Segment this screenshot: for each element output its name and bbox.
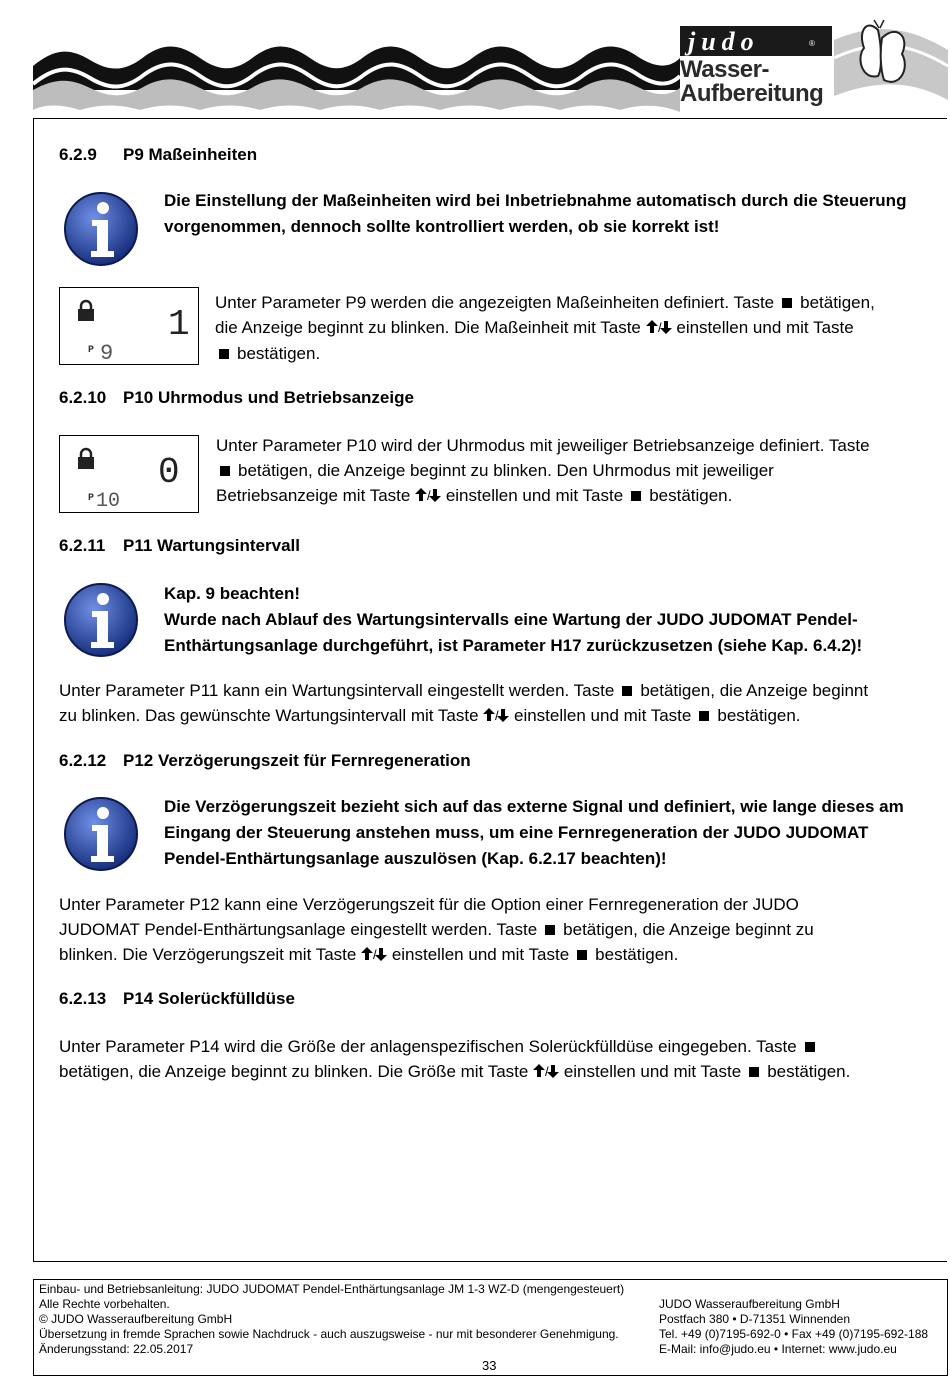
page-footer [33,1279,948,1376]
lcd-display [59,287,199,365]
body-paragraph: Unter Parameter P9 werden die angezeigten Maßeinheiten definiert. Taste betätigen, die Anzeige beginnt zu blinken. Die Maßeinheit mit Taste / einstellen und mit Taste bestätigen. [215,293,875,363]
logo-wordmark: judo [688,27,760,56]
info-icon [63,796,139,872]
lcd-value: 1 [168,304,190,345]
svg-text:/: / [373,947,377,961]
set-key-icon [699,711,709,721]
set-key-icon [805,1042,815,1052]
butterfly-icon [852,18,912,98]
info-note: Die Verzögerungszeit bezieht sich auf das externe Signal und definiert, wie lange dieses am Eingang der Steuerung anstehen muss, um eine Fernregeneration der JUDO JUDOMAT Pendel-Enthärtungsanlage auszulösen (Kap. 6.2.17 beachten)! [164,797,904,868]
section-heading: 6.2.12 P12 Verzögerungszeit für Fernregeneration [59,751,471,770]
footer-right: JUDO Wasseraufbereitung GmbH Postfach 380 • D-71351 Winnenden Tel. +49 (0)7195-692-0 • Fax +49 (0)7195-692-188 E-Mail: info@judo.eu • Internet: www.judo.eu [659,1297,929,1356]
lcd-value: 0 [158,452,180,493]
info-note: Die Einstellung der Maßeinheiten wird bei Inbetriebnahme automatisch durch die Steuerung vorgenommen, dennoch sollte kontrolliert werden, ob sie korrekt ist! [164,191,907,236]
info-icon [63,191,139,267]
lock-icon [78,301,94,321]
svg-text:/: / [495,708,499,722]
up-down-arrow-icon [483,704,509,729]
body-paragraph: Unter Parameter P10 wird der Uhrmodus mit jeweiliger Betriebsanzeige definiert. Taste betätigen, die Anzeige beginnt zu blinken. Den Uhrmodus mit jeweiliger Betriebsanzeige mit Taste / einstellen und mit Taste bestätigen. [216,433,926,509]
set-key-icon [220,466,230,476]
info-icon [63,582,139,658]
set-key-icon [545,925,555,935]
param-number: 10 [96,490,121,512]
up-down-arrow-icon [646,316,672,341]
set-key-icon [782,298,792,308]
body-paragraph: Unter Parameter P11 kann ein Wartungsintervall eingestellt werden. Taste betätigen, die Anzeige beginnt zu blinken. Das gewünschte Wartungsintervall mit Taste / einstellen und mit Taste bestätigen. [59,678,929,729]
set-key-icon [219,349,229,359]
body-paragraph: Unter Parameter P12 kann eine Verzögerungszeit für die Option einer Fernregeneration der JUDO JUDOMAT Pendel-Enthärtungsanlage eingestellt werden. Taste betätigen, die Anzeige beginnt zu blinken. Die Verzögerungszeit mit Taste / einstellen und mit Taste bestätigen. [59,892,929,968]
param-label: P [88,493,95,504]
set-key-icon [622,686,632,696]
up-down-arrow-icon [415,484,441,509]
set-key-icon [631,491,641,501]
up-down-arrow-icon [533,1060,559,1085]
lock-icon [78,449,94,469]
judo-logo [680,26,832,112]
registered-mark: ® [809,39,815,48]
lcd-display [59,435,199,513]
section-heading: 6.2.10 P10 Uhrmodus und Betriebsanzeige [59,388,414,407]
svg-text:/: / [427,488,431,502]
footer-left: Einbau- und Betriebsanleitung: JUDO JUDOMAT Pendel-Enthärtungsanlage JM 1-3 WZ-D (mengengesteuert) Alle Rechte vorbehalten. © JUDO Wasseraufbereitung GmbH Übersetzung in fremde Sprachen sowie Nachdruck - auch auszugsweise - nur mit besonderer Genehmigung. Änderungsstand: 22.05.2017 [39,1282,625,1356]
section-heading: 6.2.11 P11 Wartungsintervall [59,536,300,555]
section-heading: 6.2.13 P14 Solerückfülldüse [59,989,295,1008]
param-label: P [88,345,95,356]
svg-text:/: / [657,320,662,334]
brand-name: Wasser- Aufbereitung [680,56,824,107]
info-note: Kap. 9 beachten! Wurde nach Ablauf des Wartungsintervalls eine Wartung der JUDO JUDOMAT Pendel-Enthärtungsanlage durchgeführt, ist Parameter H17 zurückzusetzen (siehe Kap. 6.4.2)! [164,584,863,655]
page-header [0,0,950,118]
up-down-arrow-icon [361,943,387,968]
set-key-icon [577,950,587,960]
svg-text:/: / [545,1064,549,1078]
set-key-icon [749,1067,759,1077]
param-number: 9 [100,341,114,364]
section-heading: 6.2.9 P9 Maßeinheiten [59,145,258,164]
body-paragraph: Unter Parameter P14 wird die Größe der anlagenspezifischen Solerückfülldüse eingegeben. Taste betätigen, die Anzeige beginnt zu blinken. Die Größe mit Taste / einstellen und mit Taste bestätigen. [59,1034,929,1085]
page-number: 33 [482,1358,497,1373]
